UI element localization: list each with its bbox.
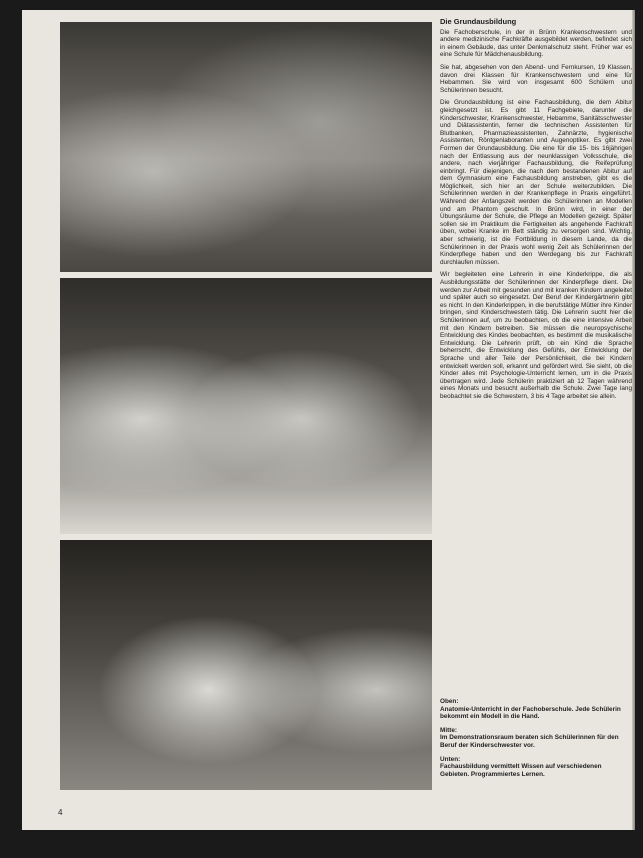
article-paragraph: Die Fachoberschule, in der in Brünn Krankenschwestern und andere medizinische Fachkräfte ausgebildet werden, befindet sich in einem Gebäude, das unter Denkmalschutz steht. Früher war es eine Schule für Mädchenausbildung. [440,28,632,59]
article-paragraph: Die Grundausbildung ist eine Fachausbildung, die dem Abitur gleichgesetzt ist. Es gibt 11 Fachgebiete, darunter die Kinderschwester, Krankenschwester, Hebamme, Sanitätsschwester und Diätassistentin, ferner die technischen Assistenten für Blutbanken, Pharmazieassistenten, Zahnärzte, hygienische Assistenten, Röntgenlaboranten und Augenoptiker. Es gibt zwei Formen der Grundausbildung. Die eine für die 15- bis 16jährigen nach der Entlassung aus der neunklassigen Volksschule, die andere, nach vierjähriger Fachausbildung, die Reifeprüfung einbringt. Für diejenigen, die nach dem bestandenen Abitur auf dem Gymnasium eine Fachausbildung anstreben, gibt es die Möglichkeit, sich hier an der Schule weiterzubilden. Die Schülerinnen werden in der Krankenpflege in Praxis eingeführt. Während der Anfangszeit werden die Schülerinnen an Modellen und am Phantom geschult. In Brünn wird, in einer der Übungsräume der Schule, die Pflege an Modellen gezeigt. Später sollen sie im Praktikum die Fertigkeiten als angehende Fachkraft üben, wobei Kranke im Bett ständig zu versorgen sind. Wichtig, aber schwierig, ist die Fortbildung in diesem Lande, da die Schülerinnen in der Praxis wohl wenig Zeit als Schülerinnen der Kinderpflege haben und den Werdegang bis zur Fachkraft durchlaufen müssen. [440,99,632,266]
photo-anatomy-class [60,22,432,272]
caption-label-bottom: Unten: [440,755,461,763]
photo-demonstration-room [60,278,432,534]
article-paragraph: Sie hat, abgesehen von den Abend- und Fernkursen, 19 Klassen, davon drei Klassen für Krankenschwestern und eine für Hebammen. Sie wird von insgesamt 600 Schülern und Schülerinnen besucht. [440,63,632,94]
photo-captions [440,698,632,784]
caption-text-top: Anatomie-Unterricht in der Fachoberschule. Jede Schülerin bekommt ein Modell in die Hand. [440,705,621,721]
article-paragraph: Wir begleiteten eine Lehrerin in eine Kinderkrippe, die als Ausbildungsstätte der Schülerinnen der Kinderpflege dient. Die werden zur Arbeit mit gesunden und mit kranken Kindern angeleitet und später auch so eingesetzt. Der Beruf der Kindergärtnerin gibt es nicht. In den Kinderkrippen, in die berufstätige Mütter ihre Kinder bringen, sind Kinderschwestern tätig. Die Lehrerin sucht hier die Schülerinnen auf, um zu beobachten, ob die eine intensive Arbeit mit den Kindern betreiben. Sie müssen die neuropsychische Entwicklung des Kindes beobachten, es bestimmt die musikalische Entwicklung. Die Lehrerin prüft, ob ein Kind die Sprache beherrscht, die Entwicklung des Gefühls, der Entwicklung der Sprache und aller Teile der Persönlichkeit, die bei Kindern entwickelt werden soll, erkannt und gefördert wird. Sie sieht, ob die Kinder alles mit Psychologie-Unterricht lernen, um in die Praxis übertragen wird. Jede Schülerin praktiziert ab 12 Tagen während eines Monats und besucht außerhalb die Schule. Zwei Tage lang beobachtet sie die Schwestern, 3 bis 4 Tage arbeitet sie allein. [440,271,632,400]
caption-label-top: Oben: [440,698,459,705]
caption-text-middle: Im Demonstrationsraum beraten sich Schülerinnen für den Beruf der Kinderschwester vor. [440,734,619,749]
caption-label-middle: Mitte: [440,726,458,734]
page-number: 4 [58,808,63,817]
caption-text-bottom: Fachausbildung vermittelt Wissen auf verschiedenen Gebieten. Programmiertes Lernen. [440,763,602,778]
page-edge [632,10,635,830]
article-heading: Die Grundausbildung [440,17,517,26]
article-text-column [440,18,632,406]
magazine-page [22,10,635,830]
photo-programmed-learning [60,540,432,790]
